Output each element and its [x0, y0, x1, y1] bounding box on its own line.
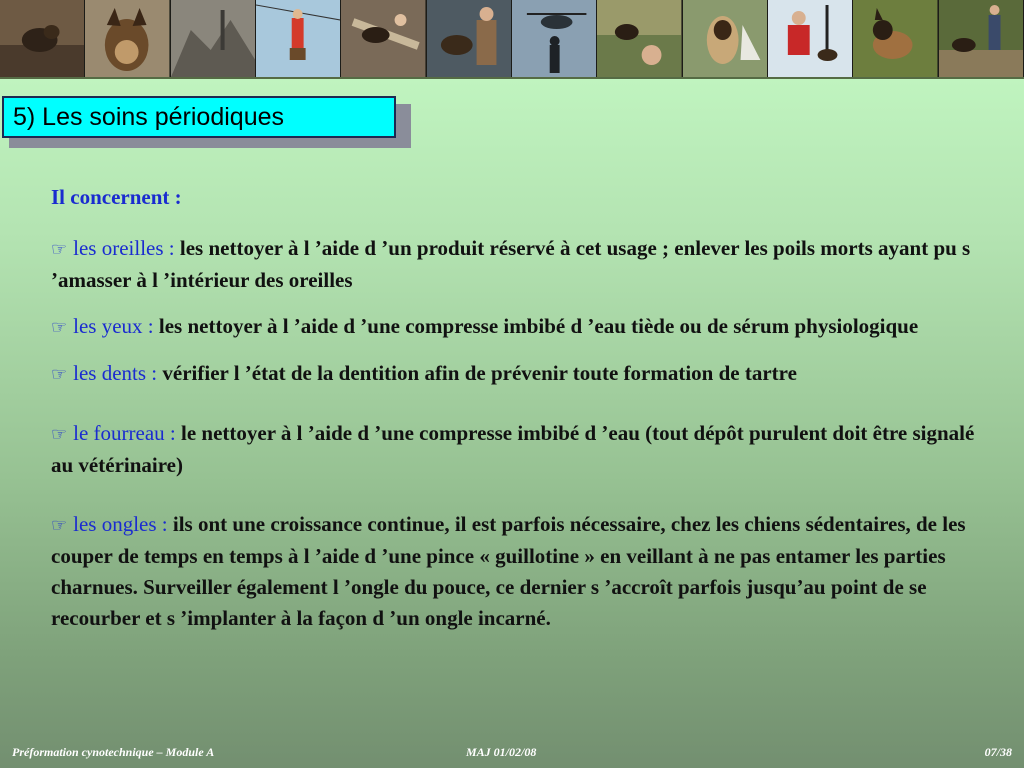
- item-label: le fourreau :: [73, 421, 176, 445]
- footer-update-date: MAJ 01/02/08: [466, 745, 537, 759]
- rope-rescue-photo: [256, 0, 341, 77]
- pointing-hand-icon: ☞: [51, 317, 68, 338]
- intro-text: Il concernent :: [51, 185, 182, 209]
- team-in-rubble-photo: [939, 0, 1024, 77]
- shepherd-dog-photo: [853, 0, 938, 77]
- slide-content: [51, 182, 976, 649]
- list-item-nails: [51, 509, 976, 634]
- item-label: les ongles :: [73, 512, 168, 536]
- item-text: les nettoyer à l ’aide d ’un produit réservé à cet usage ; enlever les poils morts ayant pu s ’amasser à l ’intérieur des oreilles: [51, 236, 971, 292]
- item-label: les oreilles :: [73, 236, 175, 260]
- footer-module: Préformation cynotechnique – Module A: [12, 745, 215, 759]
- pointing-hand-icon: ☞: [51, 515, 68, 536]
- dog-in-rubble-photo: [0, 0, 85, 77]
- item-text: les nettoyer à l ’aide d ’une compresse imbibé d ’eau tiède ou de sérum physiologique: [153, 314, 919, 338]
- handler-with-dog-photo: [427, 0, 512, 77]
- list-item-teeth: [51, 358, 976, 390]
- slide-title: [2, 96, 396, 138]
- item-label: les dents :: [73, 361, 158, 385]
- pointing-hand-icon: ☞: [51, 424, 68, 445]
- list-item-sheath: [51, 418, 976, 481]
- slide-title-text: 5) Les soins périodiques: [13, 102, 284, 131]
- puppy-photo: [85, 0, 170, 77]
- dog-in-field-photo: [597, 0, 682, 77]
- helicopter-photo: [512, 0, 597, 77]
- list-item-ears: [51, 233, 976, 296]
- collapsed-building-photo: [171, 0, 256, 77]
- slide-footer: [0, 745, 1024, 763]
- photo-banner: [0, 0, 1024, 79]
- rescuer-in-snow-photo: [768, 0, 853, 77]
- footer-page-number: 07/38: [984, 745, 1012, 759]
- item-text: vérifier l ’état de la dentition afin de prévenir toute formation de tartre: [157, 361, 797, 385]
- list-item-eyes: [51, 311, 976, 343]
- item-text: le nettoyer à l ’aide d ’une compresse imbibé d ’eau (tout dépôt purulent doit être signalé au vétérinaire): [51, 421, 975, 477]
- pointing-hand-icon: ☞: [51, 364, 68, 385]
- item-label: les yeux :: [73, 314, 154, 338]
- dog-with-cone-photo: [683, 0, 768, 77]
- pointing-hand-icon: ☞: [51, 239, 68, 260]
- dog-climbing-photo: [341, 0, 426, 77]
- item-text: ils ont une croissance continue, il est parfois nécessaire, chez les chiens sédentaires, de les couper de temps en temps à l ’aide d ’une pince « guillotine » en veillant à ne pas entamer les parties charnues. Surveiller également l ’ongle du pouce, ce dernier s ’accroît parfois jusqu’au point de se recourber et s ’implanter à la façon d ’un ongle incarné.: [51, 512, 966, 630]
